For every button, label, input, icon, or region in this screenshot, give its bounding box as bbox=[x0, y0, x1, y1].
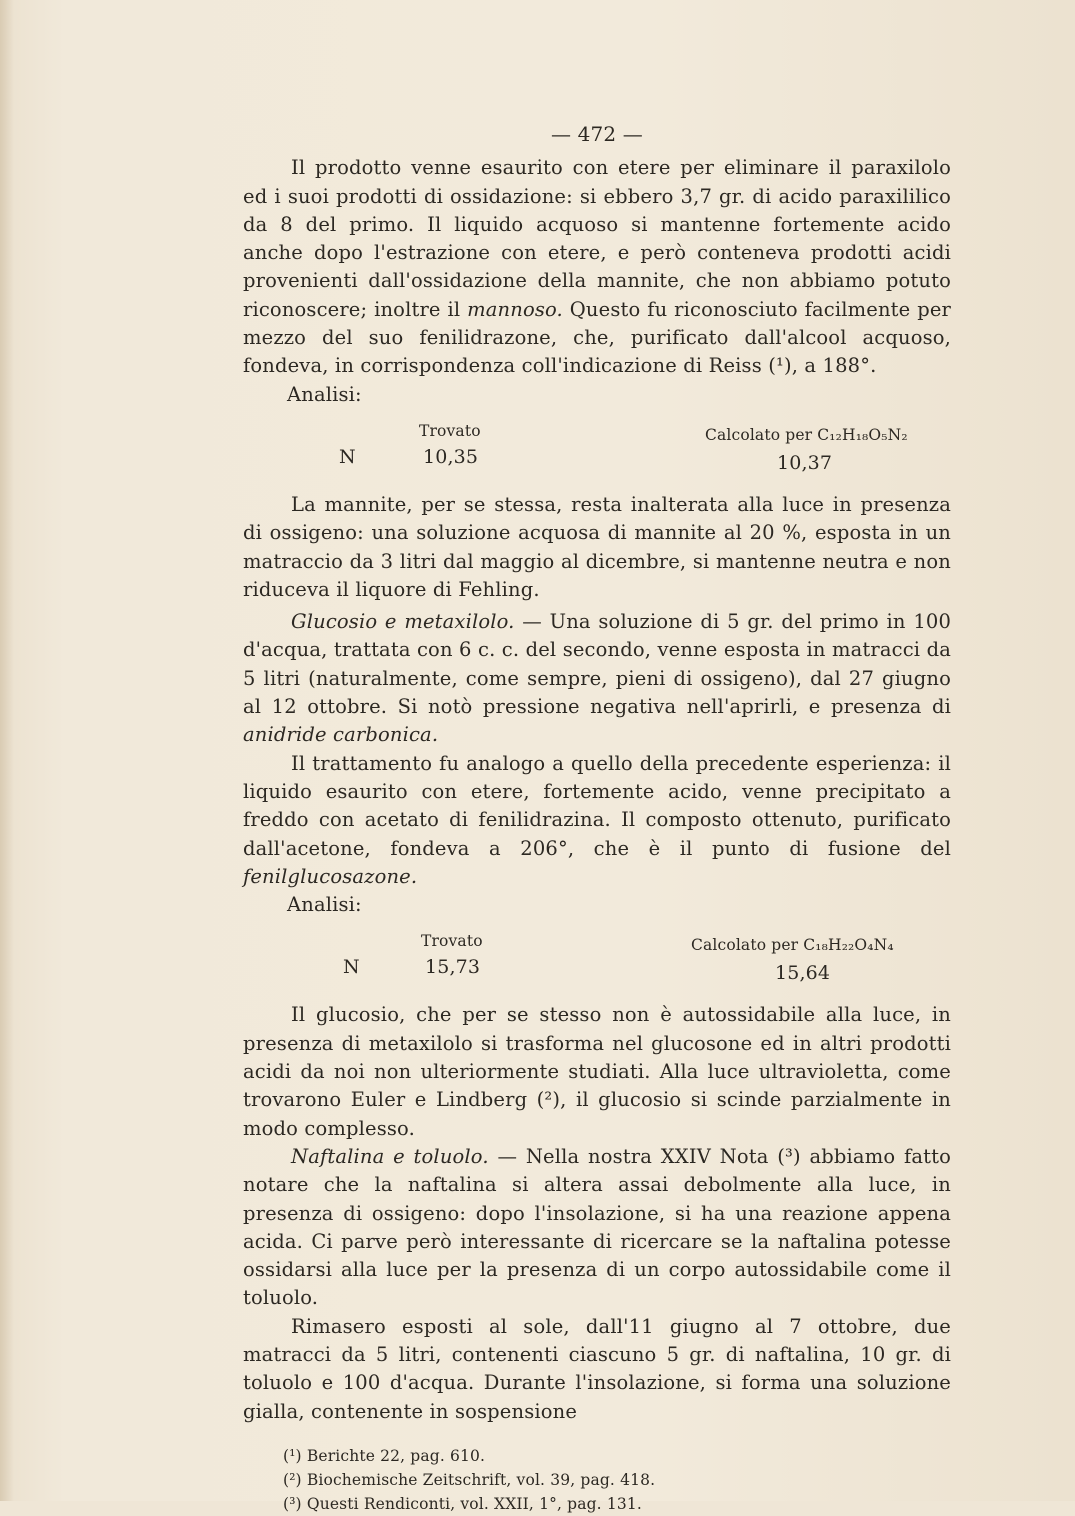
value-found: 15,73 bbox=[425, 956, 481, 979]
page-number: — 472 — bbox=[551, 122, 643, 146]
value-found: 10,35 bbox=[423, 445, 479, 468]
element-symbol: N bbox=[343, 956, 360, 979]
value-calculated: 10,37 bbox=[777, 451, 833, 474]
paragraph-text-tail: Questo fu riconosciuto facilmente per mezzo del suo fenilidrazone, che, purificato dall'alcool acquoso, fondeva, in corrispondenza coll'indicazione di Reiss (¹), a 188°. bbox=[243, 297, 951, 378]
paragraph-trattamento bbox=[243, 750, 951, 891]
analisi-heading-1: Analisi: bbox=[287, 382, 362, 406]
col-trovato: Trovato bbox=[419, 421, 481, 440]
emphasis-fenilglucosazone: fenilglucosazone. bbox=[243, 864, 418, 888]
paragraph-text: — Nella nostra XXIV Nota (³) abbiamo fatto notare che la naftalina si altera assai debolmente alla luce, in presenza di ossigeno: dopo l'insolazione, si ha una reazione appena acida. Ci parve però interessante di ricercare se la naftalina potesse ossidarsi alla luce per la presenza di un corpo autossidabile come il toluolo. bbox=[243, 1144, 951, 1310]
paragraph-glucosio: Il glucosio, che per se stesso non è autossidabile alla luce, in presenza di metaxilolo si trasforma nel glucosone ed in altri prodotti acidi da noi non ulteriormente studiati. Alla luce ultravioletta, come trovarono Euler e Lindberg (²), il glucosio si scinde parzialmente in modo complesso. bbox=[243, 1003, 951, 1140]
col-trovato: Trovato bbox=[421, 932, 483, 951]
paragraph-rimasero: Rimasero esposti al sole, dall'11 giugno al 7 ottobre, due matracci da 5 litri, contenenti ciascuno 5 gr. di naftalina, 10 gr. di toluolo e 100 d'acqua. Durante l'insolazione, si forma una soluzione gialla, contenente in sospensione bbox=[243, 1314, 951, 1423]
paragraph-text: Il trattamento fu analogo a quello della precedente esperienza: il liquido esaurito con etere, fortemente acido, venne precipitato a freddo con acetato di fenilidrazina. Il composto ottenuto, purificato dall'acetone, fondeva a 206°, che è il punto di fusione del bbox=[243, 751, 951, 860]
footnote-1: (¹) Berichte 22, pag. 610. bbox=[283, 1446, 486, 1465]
col-calcolato: Calcolato per C₁₂H₁₈O₅N₂ bbox=[705, 425, 908, 444]
analysis-table-2 bbox=[243, 919, 951, 1001]
footnote-2: (²) Biochemische Zeitschrift, vol. 39, pag. 418. bbox=[283, 1470, 656, 1489]
paragraph-glucosio-metaxilolo bbox=[243, 608, 951, 749]
section-heading-naftalina: Naftalina e toluolo. bbox=[291, 1144, 489, 1168]
paragraph-paraxilolo bbox=[243, 154, 951, 380]
analysis-table-1 bbox=[243, 409, 951, 491]
section-heading-glucosio: Glucosio e metaxilolo. bbox=[291, 610, 515, 634]
paragraph-naftalina-toluolo bbox=[243, 1143, 951, 1313]
emphasis-mannoso: mannoso. bbox=[467, 297, 563, 321]
footnotes bbox=[243, 1444, 951, 1516]
page-edge-shadow bbox=[0, 0, 14, 1501]
col-calcolato: Calcolato per C₁₈H₂₂O₄N₄ bbox=[691, 936, 894, 955]
paragraph-text: Il prodotto venne esaurito con etere per eliminare il paraxilolo ed i suoi prodotti di ossidazione: si ebbero 3,7 gr. di acido paraxililico da 8 del primo. Il liquido acquoso si mantenne fortemente acido anche dopo l'estrazione con etere, e però conteneva prodotti acidi provenienti dall'ossidazione della mannite, che non abbiamo potuto riconoscere; inoltre il bbox=[243, 156, 951, 321]
paragraph-text: — Una soluzione di 5 gr. del primo in 100 d'acqua, trattata con 6 c. c. del secondo, venne esposta in matracci da 5 litri (naturalmente, come sempre, pieni di ossigeno), dal 27 giugno al 12 ottobre. Si notò pressione negativa nell'aprirli, e presenza di bbox=[243, 610, 951, 719]
emphasis-anidride: anidride carbonica. bbox=[243, 723, 439, 747]
footnote-3: (³) Questi Rendiconti, vol. XXII, 1°, pag. 131. bbox=[283, 1494, 642, 1513]
value-calculated: 15,64 bbox=[775, 962, 831, 985]
analisi-heading-2: Analisi: bbox=[287, 893, 362, 917]
element-symbol: N bbox=[339, 445, 356, 468]
page-body bbox=[243, 120, 951, 1516]
paragraph-mannite: La mannite, per se stessa, resta inalterata alla luce in presenza di ossigeno: una soluzione acquosa di mannite al 20 %, esposta in un matraccio da 3 litri dal maggio al dicembre, si mantenne neutra e non riduceva il liquore di Fehling. bbox=[243, 492, 951, 601]
